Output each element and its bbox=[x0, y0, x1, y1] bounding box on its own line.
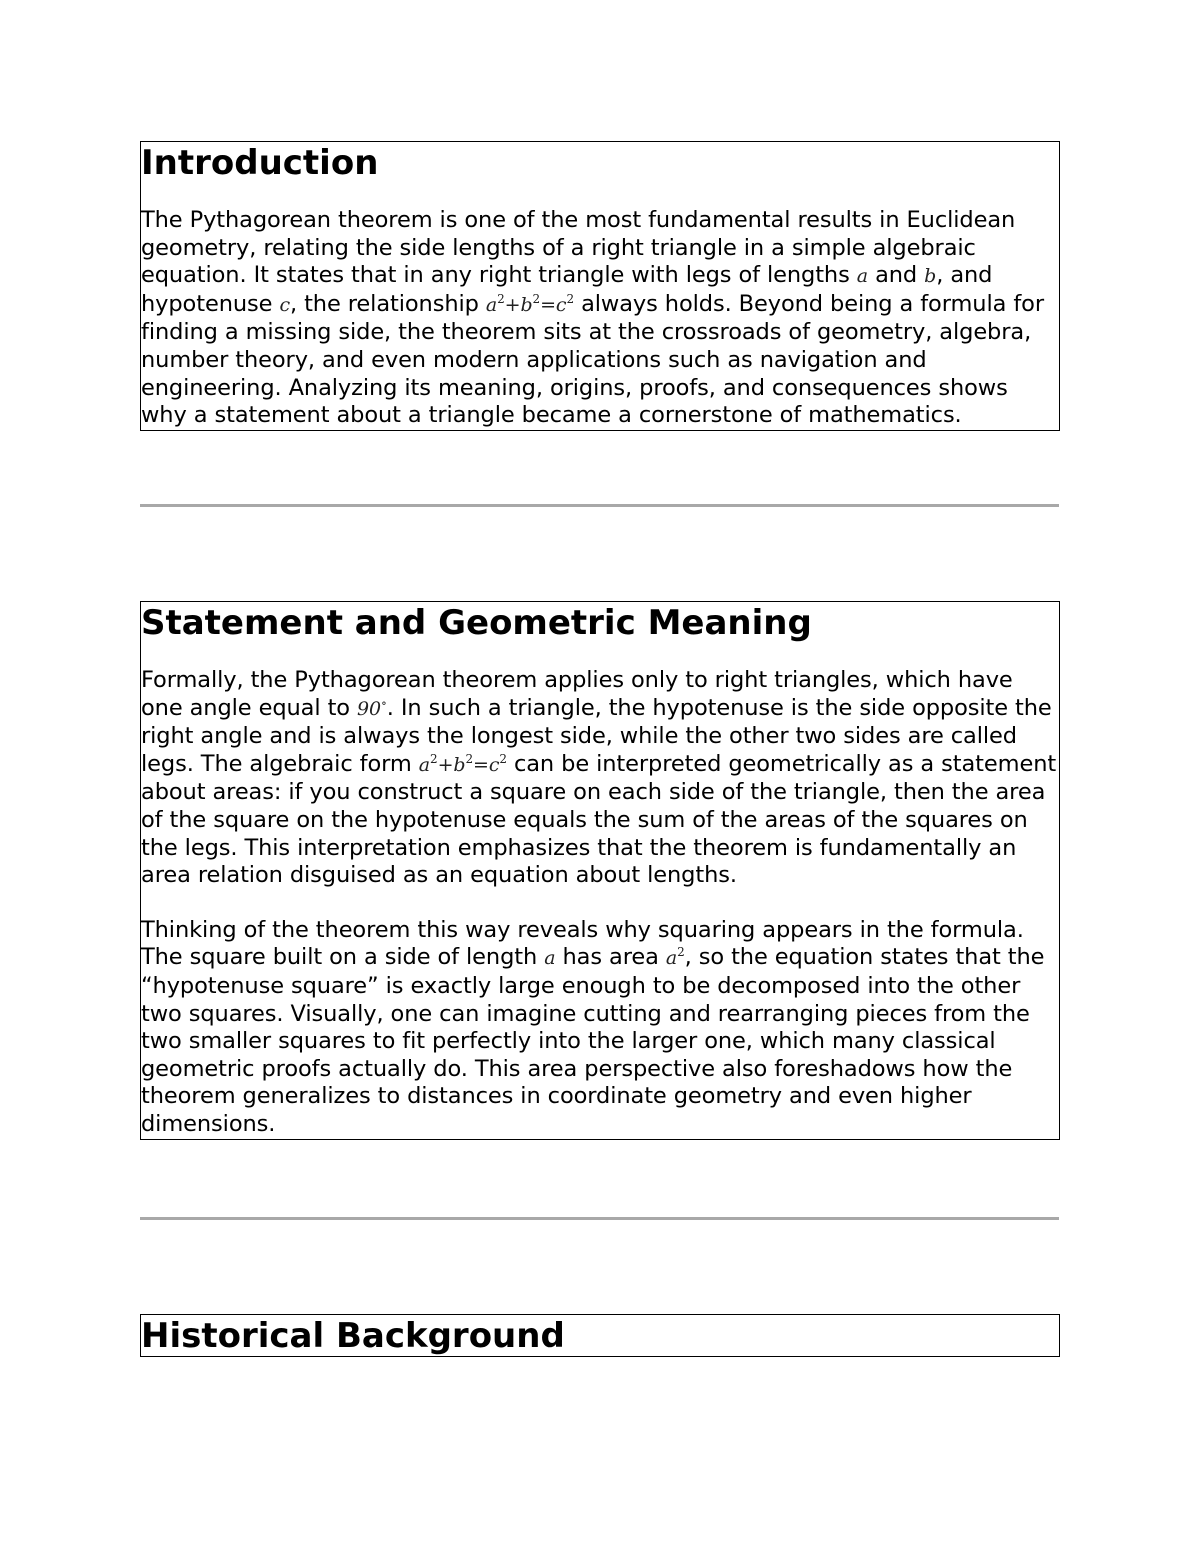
text-run: Formally, the Pythagorean theorem applies only to right triangles, which have one angle equal to bbox=[141, 667, 1013, 721]
section-divider bbox=[140, 504, 1059, 507]
math-expression: a bbox=[544, 947, 556, 970]
text-run: , so the equation states that the “hypotenuse square” is exactly large enough to be decomposed into the other two squares. Visually, one can imagine cutting and rearranging pieces from the two smaller squares to fit perfectly into the larger one, which many classical geometric proofs actually do. This area perspective also foreshadows how the theorem generalizes to distances in coordinate geometry and even higher dimensions. bbox=[141, 944, 1045, 1137]
text-run: can be interpreted geometrically as a statement about areas: if you construct a square on each side of the triangle, then the area of the square on the hypotenuse equals the sum of the areas of the squares on the legs. This interpretation emphasizes that the theorem is fundamentally an area relation disguised as an equation about lengths. bbox=[141, 750, 1057, 889]
section-statement-and-geometric-meaning bbox=[140, 601, 1060, 1140]
math-expression: $a^2+b^2=c^2$ bbox=[418, 751, 507, 776]
text-run: , the relationship bbox=[289, 290, 486, 317]
text-run: and bbox=[868, 262, 925, 289]
text-run: . In such a triangle, the hypotenuse is the side opposite the right angle and is always the longest side, while the other two sides are called legs. The algebraic form bbox=[141, 694, 1052, 777]
math-expression: c bbox=[279, 293, 290, 316]
math-expression: $a^2$ bbox=[665, 945, 685, 970]
section-divider bbox=[140, 1217, 1059, 1220]
math-expression: a bbox=[856, 265, 869, 288]
text-run: , and hypotenuse bbox=[141, 262, 993, 317]
section-heading: Statement and Geometric Meaning bbox=[141, 603, 812, 643]
math-expression: 90∘ bbox=[357, 695, 387, 720]
text-run: has area bbox=[555, 944, 666, 971]
paragraph bbox=[141, 667, 1059, 890]
text-run: Thinking of the theorem this way reveals why squaring appears in the formula. The square built on a side of length bbox=[141, 916, 1024, 971]
paragraph bbox=[141, 207, 1059, 430]
section-heading: Introduction bbox=[141, 143, 379, 183]
section-introduction bbox=[140, 141, 1060, 431]
section-heading: Historical Background bbox=[141, 1316, 565, 1356]
paragraph bbox=[141, 917, 1059, 1139]
text-run: The Pythagorean theorem is one of the most fundamental results in Euclidean geometry, relating the side lengths of a right triangle in a simple algebraic equation. It states that in any right triangle with legs of lengths bbox=[141, 207, 1016, 289]
math-expression: b bbox=[924, 265, 937, 288]
math-expression: $a^2+b^2=c^2$ bbox=[485, 291, 575, 316]
text-run: always holds. Beyond being a formula for finding a missing side, the theorem sits at the crossroads of geometry, algebra, number theory, and even modern applications such as navigation and engineering. Analyzing its meaning, origins, proofs, and consequences shows why a statement about a triangle became a cornerstone of mathematics. bbox=[141, 290, 1044, 429]
section-historical-background bbox=[140, 1314, 1060, 1357]
